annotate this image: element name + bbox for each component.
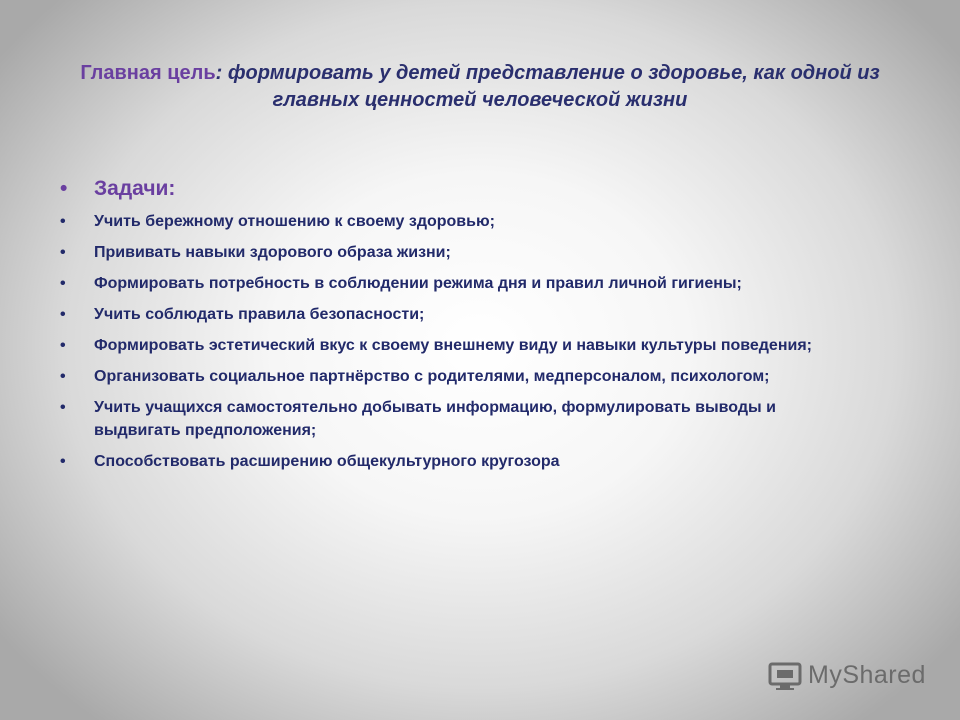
task-item bbox=[60, 450, 860, 473]
bullet: • bbox=[60, 368, 66, 385]
task-item bbox=[60, 241, 860, 264]
bullet: • bbox=[60, 337, 66, 354]
bullet: • bbox=[60, 453, 66, 470]
myshared-logo[interactable] bbox=[768, 658, 926, 692]
task-item-text: Формировать потребность в соблюдении режима дня и правил личной гигиены; bbox=[94, 275, 742, 292]
task-item-text: Прививать навыки здорового образа жизни; bbox=[94, 244, 451, 261]
myshared-logo-icon bbox=[768, 658, 802, 692]
task-item bbox=[60, 365, 860, 388]
bullet: • bbox=[60, 177, 68, 200]
task-item bbox=[60, 334, 860, 357]
task-item-text: Учить соблюдать правила безопасности; bbox=[94, 306, 425, 323]
task-item bbox=[60, 396, 860, 442]
tasks-list bbox=[60, 174, 860, 481]
task-item bbox=[60, 303, 860, 326]
bullet: • bbox=[60, 275, 66, 292]
task-item-text: Организовать социальное партнёрство с родителями, медперсоналом, психологом; bbox=[94, 368, 770, 385]
title-text: : формировать у детей представление о здоровье, как одной из главных ценностей человеческой жизни bbox=[215, 62, 880, 111]
task-item bbox=[60, 272, 860, 295]
task-item-text: Учить бережному отношению к своему здоровью; bbox=[94, 213, 495, 230]
task-item bbox=[60, 210, 860, 233]
slide-title bbox=[40, 60, 920, 114]
task-item-text: Учить учащихся самостоятельно добывать информацию, формулировать выводы и выдвигать предположения; bbox=[94, 399, 776, 439]
bullet: • bbox=[60, 399, 66, 416]
tasks-heading bbox=[60, 174, 860, 204]
tasks-heading-text: Задачи: bbox=[94, 177, 176, 200]
bullet: • bbox=[60, 244, 66, 261]
task-item-text: Способствовать расширению общекультурного кругозора bbox=[94, 453, 560, 470]
title-lead: Главная цель bbox=[80, 62, 216, 84]
myshared-logo-text: MyShared bbox=[808, 660, 926, 689]
bullet: • bbox=[60, 306, 66, 323]
bullet: • bbox=[60, 213, 66, 230]
task-item-text: Формировать эстетический вкус к своему внешнему виду и навыки культуры поведения; bbox=[94, 337, 812, 354]
